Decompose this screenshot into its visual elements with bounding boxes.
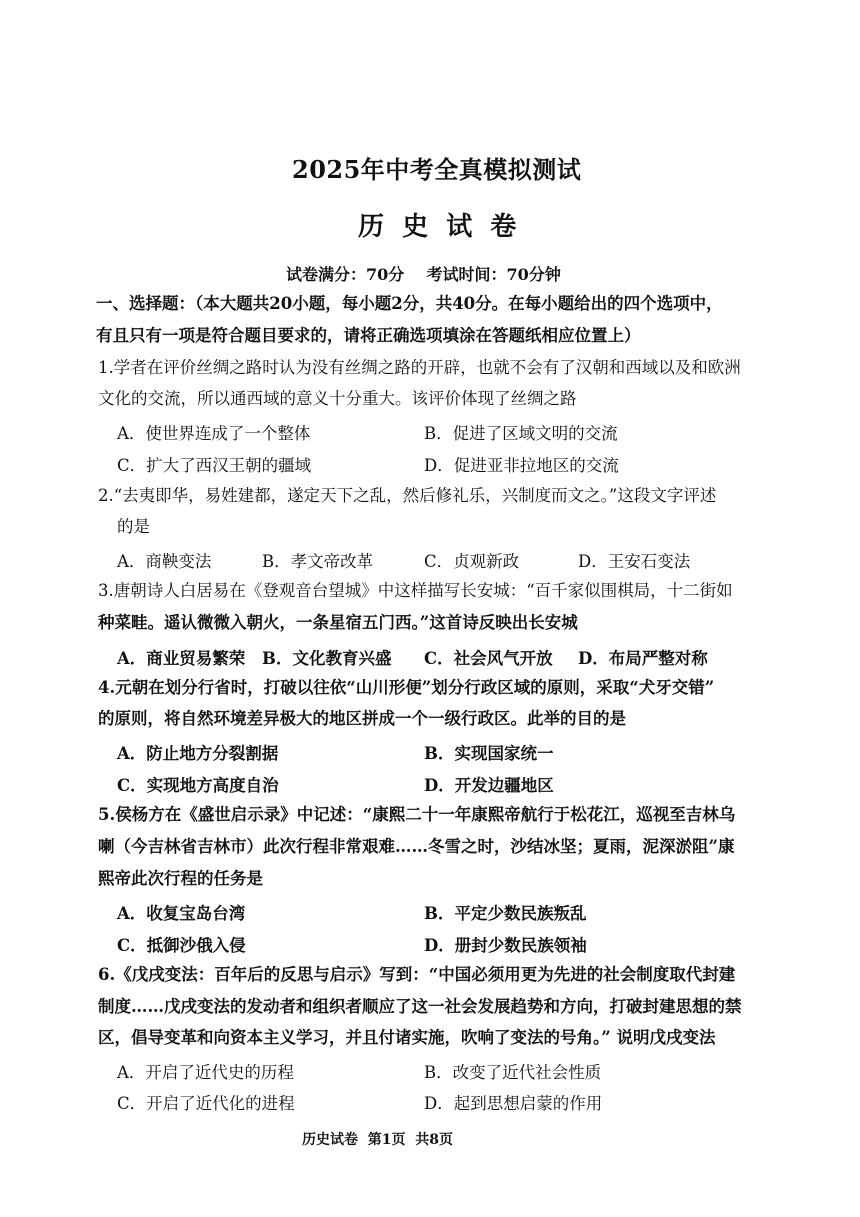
- page-footer: 历史试卷 第1页 共8页: [302, 1132, 453, 1148]
- q5-option-d: D．册封少数民族领袖: [424, 936, 587, 955]
- exam-info: 试卷满分：70分 考试时间：70分钟: [286, 265, 561, 284]
- q4-line2: 的原则，将自然环境差异极大的地区拼成一个一级行政区。此举的目的是: [98, 709, 626, 728]
- q5-line1: 5.侯杨方在《盛世启示录》中记述：“康熙二十一年康熙帝航行于松花江，巡视至吉林乌: [98, 805, 736, 824]
- section-heading-line1: 一、选择题：（本大题共20小题，每小题2分，共40分。在每小题给出的四个选项中，: [96, 294, 723, 313]
- q1-line2: 文化的交流，所以通西域的意义十分重大。该评价体现了丝绸之路: [98, 389, 577, 408]
- q4-option-a: A．防止地方分裂割据: [117, 744, 279, 763]
- q3-option-a: A．商业贸易繁荣: [117, 649, 246, 668]
- q3-line2: 种菜畦。遥认微微入朝火，一条星宿五门西。”这首诗反映出长安城: [98, 613, 578, 632]
- q6-line3: 区，倡导变革和向资本主义学习，并且付诸实施，吹响了变法的号角。” 说明戊戌变法: [98, 1028, 716, 1047]
- q1-line1: 1.学者在评价丝绸之路时认为没有丝绸之路的开辟，也就不会有了汉朝和西域以及和欧洲: [98, 358, 741, 377]
- q3-option-c: C．社会风气开放: [424, 649, 553, 668]
- q2-line2: 的是: [117, 517, 150, 536]
- q4-option-d: D．开发边疆地区: [424, 776, 554, 795]
- q6-option-a: A．开启了近代史的历程: [117, 1063, 294, 1082]
- q2-option-b: B．孝文帝改革: [262, 552, 374, 571]
- q2-option-d: D．王安石变法: [578, 552, 691, 571]
- q5-option-b: B．平定少数民族叛乱: [424, 904, 587, 923]
- q6-line2: 制度……戊戌变法的发动者和组织者顺应了这一社会发展趋势和方向，打破封建思想的禁: [98, 997, 742, 1016]
- q6-line1: 6.《戊戌变法：百年后的反思与启示》写到：“中国必须用更为先进的社会制度取代封建: [98, 965, 736, 984]
- q2-option-a: A．商鞅变法: [117, 552, 212, 571]
- q1-option-a: A．使世界连成了一个整体: [117, 424, 311, 443]
- q3-option-b: B．文化教育兴盛: [262, 649, 392, 668]
- q4-option-c: C．实现地方高度自治: [117, 776, 279, 795]
- q6-option-c: C．开启了近代化的进程: [117, 1094, 295, 1113]
- q2-line1: 2.“去夷即华，易姓建都，遂定天下之乱，然后修礼乐，兴制度而文之。”这段文字评述: [98, 486, 717, 505]
- q5-line2: 喇（今吉林省吉林市）此次行程非常艰难……冬雪之时，沙结冰坚；夏雨，泥深淤阻”康: [98, 837, 735, 856]
- q1-option-d: D．促进亚非拉地区的交流: [424, 456, 619, 475]
- subject-title: 历 史 试 卷: [358, 212, 517, 242]
- q3-option-d: D．布局严整对称: [578, 649, 708, 668]
- q1-option-b: B．促进了区域文明的交流: [424, 424, 618, 443]
- q1-option-c: C．扩大了西汉王朝的疆域: [117, 456, 312, 475]
- q6-option-d: D．起到思想启蒙的作用: [424, 1094, 603, 1113]
- q6-option-b: B．改变了近代社会性质: [424, 1063, 602, 1082]
- q3-line1: 3.唐朝诗人白居易在《登观音台望城》中这样描写长安城：“百千家似围棋局，十二街如: [98, 581, 733, 600]
- q5-line3: 熙帝此次行程的任务是: [98, 869, 263, 888]
- exam-title: 2025年中考全真模拟测试: [292, 155, 582, 184]
- q4-line1: 4.元朝在划分行省时，打破以往依“山川形便”划分行政区域的原则，采取“犬牙交错”: [98, 678, 715, 697]
- section-heading-line2: 有且只有一项是符合题目要求的，请将正确选项填涂在答题纸相应位置上）: [96, 326, 641, 345]
- q4-option-b: B．实现国家统一: [424, 744, 554, 763]
- q5-option-a: A．收复宝岛台湾: [117, 904, 246, 923]
- q2-option-c: C．贞观新政: [424, 552, 520, 571]
- q5-option-c: C．抵御沙俄入侵: [117, 936, 246, 955]
